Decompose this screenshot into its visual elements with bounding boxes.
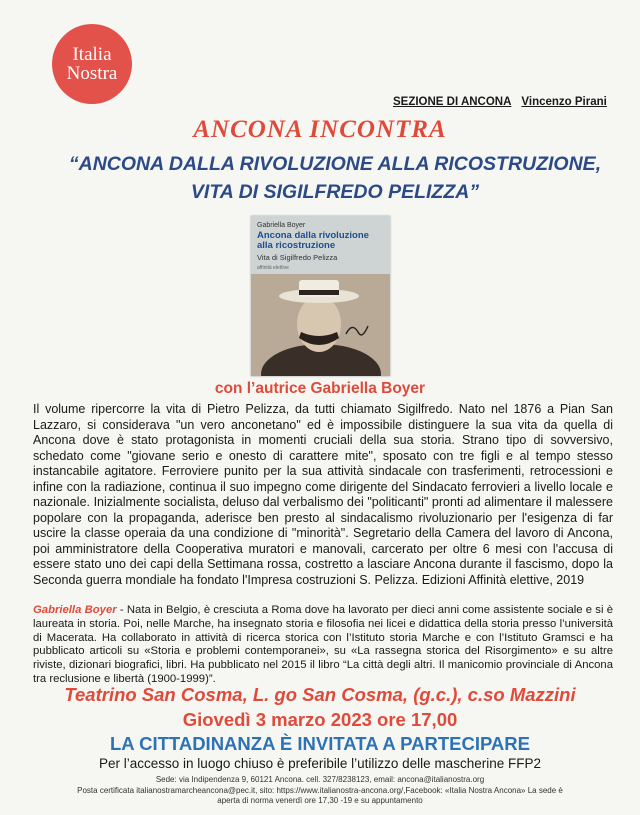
- book-title-line-2: VITA DI SIGILFREDO PELIZZA”: [190, 181, 480, 203]
- mask-note: Per l’accesso in luogo chiuso è preferibile l’utilizzo delle mascherine FFP2: [99, 756, 541, 771]
- footer-line-3: aperta di norma venerdì ore 17,30 -19 e su appuntamento: [217, 796, 423, 805]
- bio-name: Gabriella Boyer: [33, 604, 117, 616]
- footer: [0, 775, 640, 807]
- section-author: Vincenzo Pirani: [521, 96, 607, 108]
- logo-line-1: Italia: [72, 44, 112, 65]
- cover-title-line-2: alla ricostruzione: [257, 240, 336, 251]
- section-header: [393, 96, 607, 108]
- footer-line-1: Sede: via Indipendenza 9, 60121 Ancona. cell. 327/8238123, email: ancona@italianostra.org: [155, 775, 485, 784]
- cover-portrait-photo: [251, 274, 390, 376]
- event-datetime: Giovedì 3 marzo 2023 ore 17,00: [182, 709, 458, 730]
- cover-publisher: affinità elettive: [257, 265, 289, 271]
- book-title: [60, 150, 610, 206]
- cover-author: Gabriella Boyer: [257, 222, 306, 229]
- event-title: ANCONA INCONTRA: [193, 116, 447, 143]
- invitation-line: LA CITTADINANZA È INVITATA A PARTECIPARE: [110, 733, 530, 754]
- book-title-line-1: “ANCONA DALLA RIVOLUZIONE ALLA RICOSTRUZIONE,: [68, 153, 602, 175]
- event-venue: Teatrino San Cosma, L. go San Cosma, (g.c.), c.so Mazzini: [64, 684, 576, 705]
- book-cover: [251, 216, 390, 376]
- cover-title: [257, 231, 369, 251]
- logo-line-2: Nostra: [66, 63, 118, 84]
- author-bio: [33, 604, 613, 687]
- italia-nostra-logo: [52, 24, 132, 104]
- book-description: Il volume ripercorre la vita di Pietro Pelizza, da tutti chiamato Sigilfredo. Nato nel 1876 a Pian San Lazzaro, si considerava "un vero anconetano" ed è impossibile distinguere la sua vita da quella di Ancona dove è stato protagonista in momenti cruciali della sua storia. Strano tipo di sovversivo, schedato come "giovane serio e onesto di carattere mite", sposato con tre figli e al tempo stesso instancabile agitatore. Ferroviere punito per la sua attività sindacale con trasferimenti, retrocessioni e infine con la radiazione, continua il suo impegno come dirigente del Sindacato ferrovieri a livello locale e nazionale. Inizialmente socialista, deluso dal verbalismo dei "politicanti" pronti ad alimentare il malessere popolare con la propaganda, aderisce ben presto al sindacalismo rivoluzionario per l'esigenza di far uscire la classe operaia da una condizione di "minorità". Segretario della Camera del lavoro di Ancona, poi amministratore della Cooperativa muratori e manovali, carcerato per oltre 6 mesi con l'accusa di essere stato uno dei capi della Settimana rossa, costretto a lasciare Ancona durante il fascismo, dopo la Seconda guerra mondiale ha fondato l'Impresa costruzioni S. Pelizza. Edizioni Affinità elettive, 2019: [33, 402, 613, 587]
- bio-text: - Nata in Belgio, è cresciuta a Roma dove ha lavorato per dieci anni come assistente sociale e si è laureata in storia. Poi, nelle Marche, ha insegnato storia e filosofia nei licei e didattica della storia presso l’università di Macerata. Ha collaborato in attività di ricerca storica con l’Istituto storia Marche e con l’Istituto Gramsci e ha pubblicato articoli su «Storia e problemi contemporanei», su «La rassegna storica del Risorgimento» e su altre riviste, dizionari biografici, libri. Ha pubblicato nel 2015 il libro “La città degli altri. Il manicomio provinciale di Ancona tra reclusione e libertà (1900-1999)”.: [33, 604, 613, 685]
- cover-title-line-1: Ancona dalla rivoluzione: [257, 230, 369, 241]
- section-name: SEZIONE DI ANCONA: [393, 96, 512, 108]
- cover-subtitle: Vita di Sigilfredo Pelizza: [257, 253, 338, 262]
- footer-line-2: Posta certificata italianostramarcheancona@pec.it, sito: https://www.italianostra-ancona.org/,Facebook: «Italia Nostra Ancona» La sede è: [77, 785, 563, 795]
- author-announcement: con l’autrice Gabriella Boyer: [214, 380, 426, 397]
